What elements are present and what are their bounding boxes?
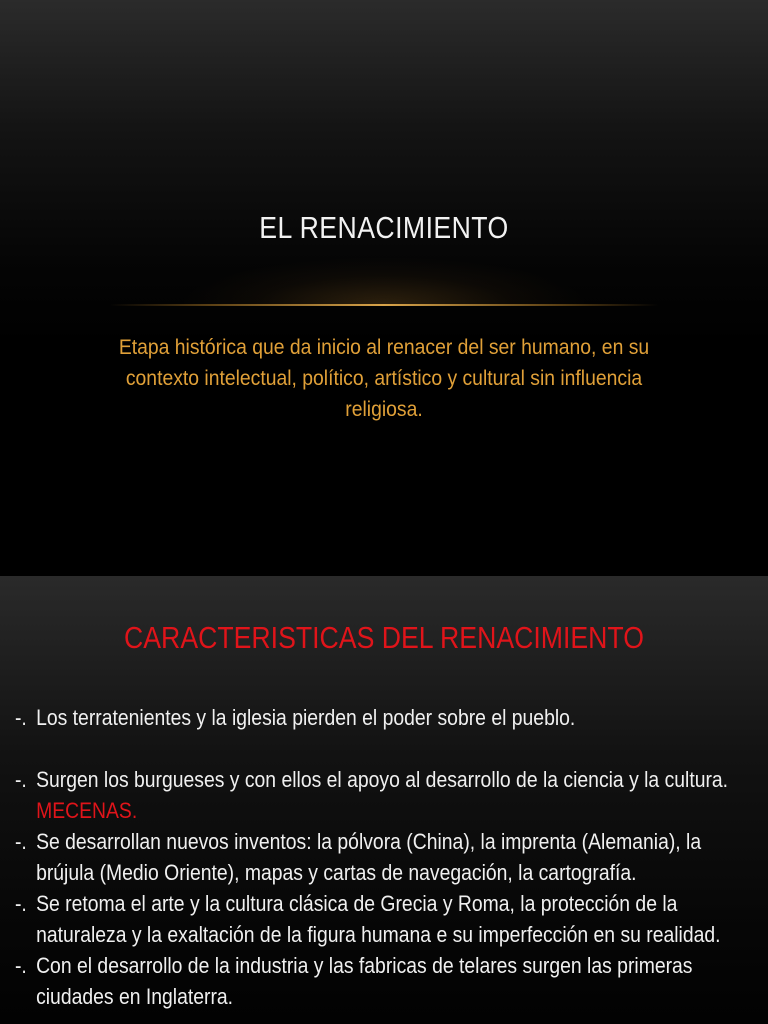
- bullet-item: [0, 826, 739, 888]
- mecenas-highlight: MECENAS.: [36, 798, 138, 823]
- bullet-text: Se desarrollan nuevos inventos: la pólvora (China), la imprenta (Alemania), la brújula (Medio Oriente), mapas y cartas de navegación, la cartografía.: [36, 829, 702, 885]
- bullet-item: [0, 702, 739, 733]
- bullet-dash: -.: [14, 767, 27, 792]
- characteristics-heading: CARACTERISTICAS DEL RENACIMIENTO: [124, 620, 644, 655]
- bullet-text: Los terratenientes y la iglesia pierden el poder sobre el pueblo.: [36, 705, 576, 730]
- bullet-item: [0, 888, 739, 950]
- bullet-dash: -.: [14, 705, 27, 730]
- slide-title-heading: EL RENACIMIENTO: [259, 210, 509, 245]
- bullet-dash: -.: [14, 953, 27, 978]
- bullet-text: Surgen los burgueses y con ellos el apoyo al desarrollo de la ciencia y la cultura.: [36, 767, 729, 792]
- divider-glow: [184, 258, 584, 306]
- bullet-text: Se retoma el arte y la cultura clásica de Grecia y Roma, la protección de la naturaleza y la exaltación de la figura humana e su imperfección en su realidad.: [36, 891, 721, 947]
- slide-characteristics: [0, 576, 768, 1024]
- bullet-item: [0, 764, 739, 826]
- bullet-dash: -.: [14, 829, 27, 854]
- gold-divider: [110, 304, 658, 306]
- bullet-dash: -.: [14, 891, 27, 916]
- bullet-item: [0, 950, 739, 1012]
- slide-subtitle: Etapa histórica que da inicio al renacer del ser humano, en su contexto intelectual, político, artístico y cultural sin influencia religiosa.: [118, 335, 650, 421]
- bullet-text: Con el desarrollo de la industria y las fabricas de telares surgen las primeras ciudades en Inglaterra.: [36, 953, 693, 1009]
- bullet-list: [0, 702, 739, 1012]
